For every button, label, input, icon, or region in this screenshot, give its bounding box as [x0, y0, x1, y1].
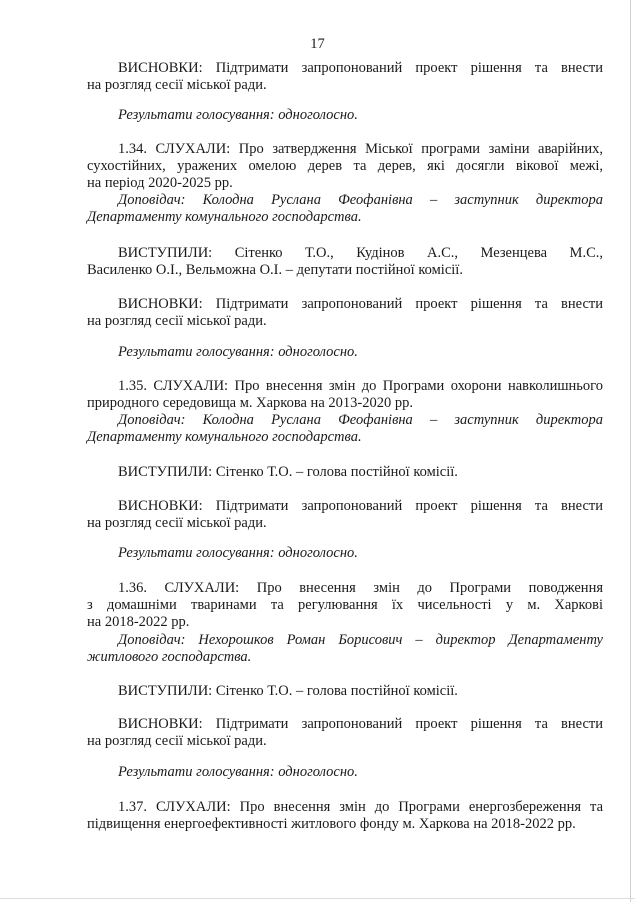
conclusions-line: на розгляд сесії міської ради.	[87, 515, 267, 531]
voting-result: Результати голосування: одноголосно.	[118, 107, 358, 123]
heard-item-1-36: на 2018-2022 рр.	[87, 614, 190, 630]
conclusions-line: ВИСНОВКИ: Підтримати запропонований проект рішення та внести	[118, 716, 603, 732]
page-number: 17	[310, 36, 325, 52]
speaker-line: Департаменту комунального господарства.	[87, 209, 362, 225]
speakers-list: Василенко О.І., Вельможна О.І. – депутати постійної комісії.	[87, 262, 463, 278]
conclusions-line: ВИСНОВКИ: Підтримати запропонований проект рішення та внести	[118, 296, 603, 312]
voting-result: Результати голосування: одноголосно.	[118, 545, 358, 561]
page-edge	[630, 0, 631, 902]
heard-item-1-35: 1.35. СЛУХАЛИ: Про внесення змін до Програми охорони навколишнього	[118, 378, 603, 394]
speakers-list: ВИСТУПИЛИ: Сітенко Т.О. – голова постійної комісії.	[118, 464, 458, 480]
heard-item-1-34: сухостійних, уражених омелою дерев та дерев, які досягли вікової межі,	[87, 158, 603, 174]
conclusions-line: ВИСНОВКИ: Підтримати запропонований проект рішення та внести	[118, 498, 603, 514]
voting-result: Результати голосування: одноголосно.	[118, 344, 358, 360]
speaker-line: житлового господарства.	[87, 649, 252, 665]
speakers-list: ВИСТУПИЛИ: Сітенко Т.О. – голова постійної комісії.	[118, 683, 458, 699]
speaker-line: Департаменту комунального господарства.	[87, 429, 362, 445]
heard-item-1-37: підвищення енергоефективності житлового фонду м. Харкова на 2018-2022 рр.	[87, 816, 576, 832]
speaker-line: Доповідач: Колодна Руслана Феофанівна – заступник директора	[118, 412, 603, 428]
page-edge	[0, 898, 635, 899]
heard-item-1-36: з домашніми тваринами та регулювання їх чисельності у м. Харкові	[87, 597, 603, 613]
speaker-line: Доповідач: Колодна Руслана Феофанівна – заступник директора	[118, 192, 603, 208]
speakers-list: ВИСТУПИЛИ: Сітенко Т.О., Кудінов А.С., Мезенцева М.С.,	[118, 245, 603, 261]
conclusions-line: на розгляд сесії міської ради.	[87, 733, 267, 749]
speaker-line: Доповідач: Нехорошков Роман Борисович – директор Департаменту	[118, 632, 603, 648]
conclusions-line: на розгляд сесії міської ради.	[87, 77, 267, 93]
heard-item-1-34: на період 2020-2025 рр.	[87, 175, 233, 191]
heard-item-1-35: природного середовища м. Харкова на 2013-2020 рр.	[87, 395, 413, 411]
conclusions-line: на розгляд сесії міської ради.	[87, 313, 267, 329]
heard-item-1-36: 1.36. СЛУХАЛИ: Про внесення змін до Програми поводження	[118, 580, 603, 596]
voting-result: Результати голосування: одноголосно.	[118, 764, 358, 780]
heard-item-1-37: 1.37. СЛУХАЛИ: Про внесення змін до Програми енергозбереження та	[118, 799, 603, 815]
conclusions-line: ВИСНОВКИ: Підтримати запропонований проект рішення та внести	[118, 60, 603, 76]
heard-item-1-34: 1.34. СЛУХАЛИ: Про затвердження Міської програми заміни аварійних,	[118, 141, 603, 157]
